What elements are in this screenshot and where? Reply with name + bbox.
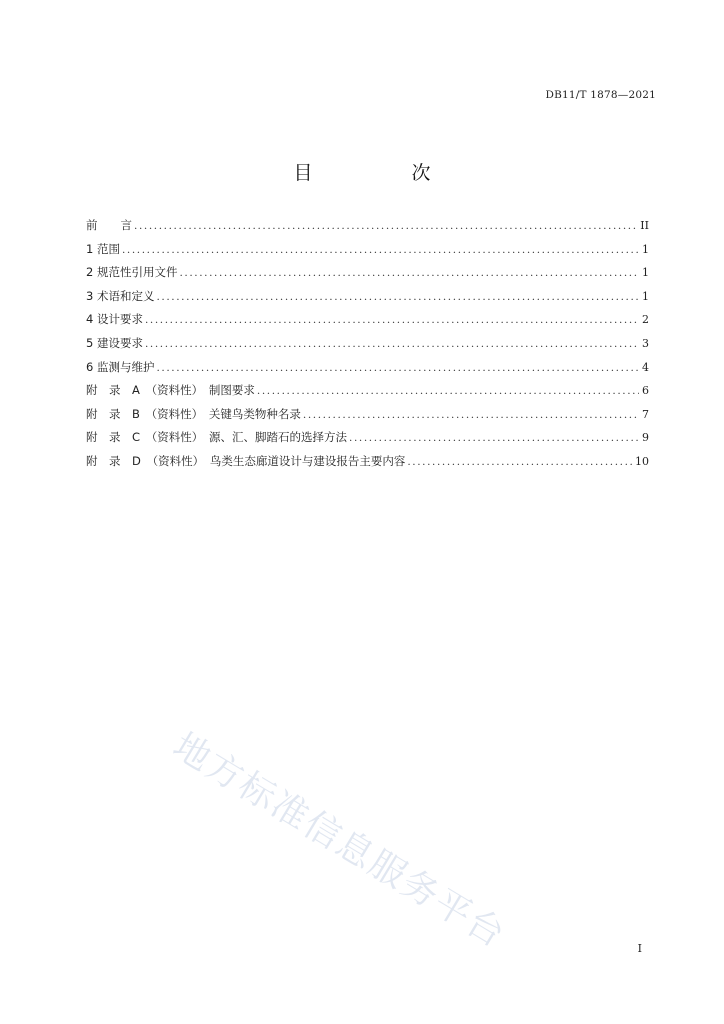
toc-entry-label: 1 范围 [86,241,120,256]
toc-leader-dots [156,361,639,375]
standard-code: DB11/T 1878—2021 [545,89,656,101]
toc-entry-page: II [640,219,649,232]
toc-entry-page: 3 [642,336,649,350]
toc-entry-scope[interactable] [86,242,649,266]
toc-entry-label: 3 术语和定义 [86,288,155,303]
toc-entry-label: 4 设计要求 [86,312,143,327]
toc-leader-dots [156,290,639,304]
toc-entry-page: 10 [635,454,649,468]
toc-entry-label: 附 录 B （资料性） 关键鸟类物种名录 [86,406,301,421]
toc-entry-page: 2 [642,313,649,327]
toc-entry-monitoring-maintenance[interactable] [86,360,649,384]
toc-entry-label: 附 录 A （资料性） 制图要求 [86,383,255,398]
toc-entry-page: 1 [642,266,649,280]
toc-entry-foreword[interactable] [86,218,649,242]
toc-entry-label: 6 监测与维护 [86,359,155,374]
watermark: 地方标准信息服务平台 [165,725,513,957]
toc-leader-dots [349,431,639,445]
toc-leader-dots [303,408,639,422]
table-of-contents [86,218,649,478]
toc-entry-page: 4 [642,360,649,374]
toc-entry-page: 7 [642,407,649,421]
toc-entry-label: 2 规范性引用文件 [86,265,178,280]
toc-entry-terms-definitions[interactable] [86,289,649,313]
toc-entry-label: 前 言 [86,218,132,232]
toc-entry-page: 1 [642,289,649,303]
toc-entry-normative-references[interactable] [86,265,649,289]
toc-entry-label: 附 录 C （资料性） 源、汇、脚踏石的选择方法 [86,430,348,445]
toc-entry-label: 附 录 D （资料性） 鸟类生态廊道设计与建设报告主要内容 [86,453,406,468]
toc-entry-page: 1 [642,242,649,256]
toc-leader-dots [257,384,639,398]
toc-leader-dots [407,455,633,469]
toc-entry-page: 6 [642,384,649,398]
page-title: 目 次 [293,162,471,184]
toc-leader-dots [179,266,639,280]
toc-entry-design-requirements[interactable] [86,312,649,336]
toc-leader-dots [122,243,639,257]
toc-entry-appendix-c[interactable] [86,430,649,454]
toc-entry-appendix-d[interactable] [86,454,649,478]
toc-entry-appendix-b[interactable] [86,407,649,431]
toc-entry-label: 5 建设要求 [86,335,143,350]
toc-entry-construction-requirements[interactable] [86,336,649,360]
toc-leader-dots [134,219,638,233]
toc-leader-dots [145,337,639,351]
toc-entry-page: 9 [642,431,649,445]
toc-leader-dots [145,313,639,327]
toc-entry-appendix-a[interactable] [86,383,649,407]
page-number: I [637,942,642,955]
